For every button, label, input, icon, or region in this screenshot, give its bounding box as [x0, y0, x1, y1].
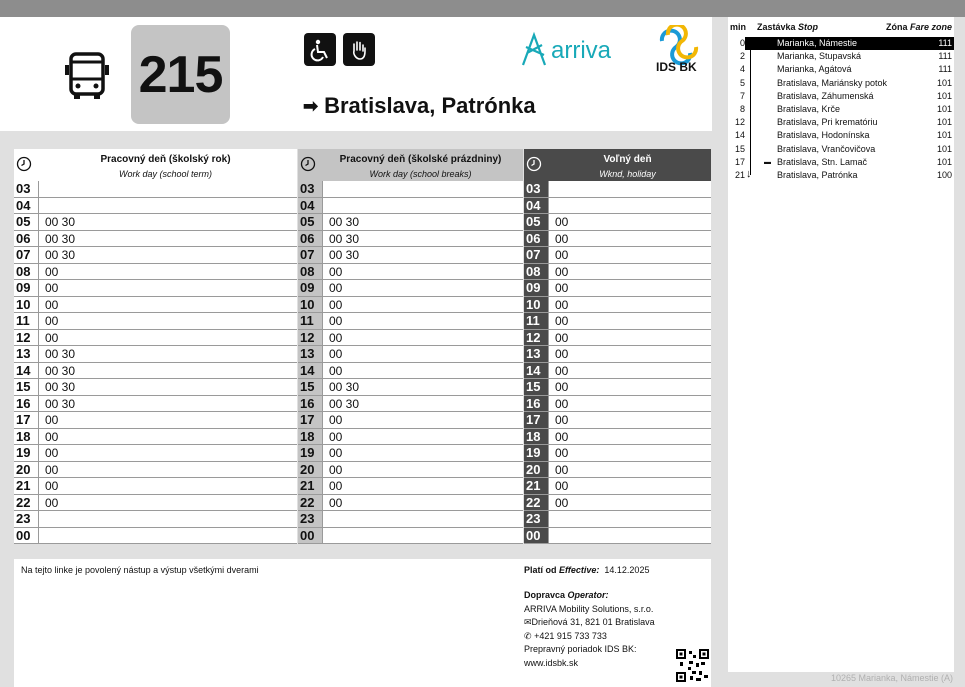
minutes-cell: 00 — [548, 214, 711, 230]
operator-address: Drieňová 31, 821 01 Bratislava — [531, 617, 655, 627]
column-title: Pracovný deň (školské prázdniny) — [339, 153, 502, 165]
bus-icon — [64, 51, 110, 101]
stop-row — [728, 169, 954, 182]
minutes-cell: 00 — [548, 429, 711, 445]
hour-cell: 14 — [298, 363, 322, 379]
minutes-cell: 00 — [38, 297, 297, 313]
valid-from — [524, 565, 649, 575]
stop-name: Marianka, Stupavská — [777, 51, 862, 62]
operator-phone: +421 915 733 733 — [534, 630, 607, 641]
minutes-cell — [548, 511, 711, 527]
hour-cell: 17 — [524, 412, 548, 428]
hour-cell: 11 — [524, 313, 548, 329]
table-row — [298, 280, 523, 297]
table-row — [298, 346, 523, 363]
arriva-logo — [520, 29, 645, 69]
ids-bk-logo-text: IDS BK — [656, 60, 697, 74]
minutes-cell: 00 30 — [38, 363, 297, 379]
hour-cell: 15 — [298, 379, 322, 395]
table-row — [14, 495, 297, 512]
table-row — [524, 346, 711, 363]
stop-row — [728, 156, 954, 169]
hour-cell: 13 — [298, 346, 322, 362]
table-row — [524, 511, 711, 528]
table-row — [524, 445, 711, 462]
hour-cell: 00 — [524, 528, 548, 544]
table-row — [14, 462, 297, 479]
minutes-cell — [38, 528, 297, 544]
minutes-cell: 00 — [548, 412, 711, 428]
hour-cell: 03 — [14, 181, 38, 197]
table-row — [524, 396, 711, 413]
timetable-column-1 — [14, 149, 297, 544]
stop-zone: 111 — [938, 51, 952, 62]
table-row — [524, 429, 711, 446]
hour-cell: 22 — [298, 495, 322, 511]
minutes-cell: 00 — [322, 313, 523, 329]
minutes-cell — [322, 511, 523, 527]
minutes-cell: 00 — [322, 429, 523, 445]
stop-minute: 8 — [739, 104, 745, 114]
stop-name: Bratislava, Mariánsky potok — [777, 77, 888, 88]
mail-icon: ✉ — [524, 617, 532, 627]
stop-minute: 7 — [739, 90, 745, 101]
stop-name: Bratislava, Patrónka — [777, 170, 858, 180]
table-row — [524, 181, 711, 198]
table-row — [298, 478, 523, 495]
hour-cell: 21 — [14, 478, 38, 494]
table-row — [298, 330, 523, 347]
table-row — [14, 231, 297, 248]
minutes-cell: 00 — [38, 429, 297, 445]
stop-zone: 101 — [936, 104, 952, 114]
hour-cell: 00 — [14, 528, 38, 544]
stop-minute: 17 — [734, 156, 745, 167]
valid-date: 14.12.2025 — [604, 565, 650, 575]
hour-cell: 19 — [14, 445, 38, 461]
stop-name: Bratislava, Záhumenská — [777, 90, 874, 101]
wheelchair-icon — [304, 33, 336, 66]
table-row — [524, 214, 711, 231]
table-row — [14, 363, 297, 380]
hour-cell: 05 — [14, 214, 38, 230]
operator-name: ARRIVA Mobility Solutions, s.r.o. — [524, 603, 654, 614]
minutes-cell — [38, 198, 297, 214]
minutes-cell: 00 — [548, 330, 711, 346]
minutes-cell: 00 30 — [38, 247, 297, 263]
table-row — [524, 495, 711, 512]
table-row — [298, 231, 523, 248]
table-row — [14, 280, 297, 297]
table-row — [14, 181, 297, 198]
minutes-cell: 00 — [548, 495, 711, 511]
stop-name: Bratislava, Krče — [777, 104, 841, 114]
hour-cell: 10 — [524, 297, 548, 313]
stop-row — [728, 90, 954, 103]
table-row — [524, 379, 711, 396]
minutes-cell: 00 — [322, 495, 523, 511]
hour-cell: 06 — [524, 231, 548, 247]
website-link[interactable]: www.idsbk.sk — [524, 657, 579, 668]
valid-label: Platí od — [524, 565, 557, 575]
hour-cell: 20 — [14, 462, 38, 478]
stop-zone: 101 — [936, 77, 952, 88]
hour-cell: 11 — [298, 313, 322, 329]
stop-row — [728, 63, 954, 76]
table-row — [524, 313, 711, 330]
table-row — [524, 462, 711, 479]
hour-cell: 21 — [298, 478, 322, 494]
table-row — [524, 264, 711, 281]
minutes-cell: 00 30 — [38, 379, 297, 395]
minutes-cell: 00 — [548, 379, 711, 395]
stop-minute: 0 — [728, 37, 745, 50]
footer — [14, 559, 711, 687]
minutes-cell: 00 — [548, 396, 711, 412]
hour-cell: 18 — [298, 429, 322, 445]
stop-minute: 2 — [739, 51, 745, 62]
stops-header-stop: Zastávka Stop — [757, 22, 819, 32]
minutes-cell: 00 — [548, 445, 711, 461]
minutes-cell: 00 30 — [322, 396, 523, 412]
arriva-logo-text: arriva — [551, 37, 612, 64]
hour-cell: 23 — [524, 511, 548, 527]
hour-cell: 00 — [298, 528, 322, 544]
stop-zone: 101 — [936, 90, 952, 101]
table-row — [14, 379, 297, 396]
minutes-cell: 00 — [322, 462, 523, 478]
table-row — [14, 214, 297, 231]
table-row — [298, 495, 523, 512]
minutes-cell: 00 30 — [322, 214, 523, 230]
hour-cell: 13 — [524, 346, 548, 362]
table-row — [524, 280, 711, 297]
minutes-cell: 00 30 — [322, 247, 523, 263]
hour-cell: 10 — [298, 297, 322, 313]
minutes-cell: 00 — [38, 495, 297, 511]
hour-cell: 05 — [524, 214, 548, 230]
minutes-cell: 00 — [322, 412, 523, 428]
table-row — [298, 247, 523, 264]
hour-cell: 23 — [298, 511, 322, 527]
table-row — [298, 214, 523, 231]
minutes-cell — [322, 198, 523, 214]
column-header — [14, 149, 297, 181]
minutes-cell: 00 — [548, 363, 711, 379]
table-row — [14, 528, 297, 545]
stop-row — [728, 129, 954, 142]
table-row — [14, 396, 297, 413]
table-row — [14, 198, 297, 215]
table-row — [298, 528, 523, 545]
table-row — [14, 429, 297, 446]
hour-cell: 08 — [298, 264, 322, 280]
hour-cell: 15 — [14, 379, 38, 395]
hour-cell: 19 — [298, 445, 322, 461]
table-row — [298, 313, 523, 330]
stop-zone: 111 — [938, 64, 952, 75]
hour-cell: 18 — [14, 429, 38, 445]
stop-minute: 14 — [734, 130, 745, 141]
route-end-arrow-icon: ↓ — [746, 168, 752, 180]
table-row — [298, 445, 523, 462]
stop-code-label: 10265 Marianka, Námestie (A) — [830, 673, 953, 683]
column-subtitle: Wknd, holiday — [599, 168, 656, 179]
table-row — [298, 198, 523, 215]
hour-cell: 22 — [524, 495, 548, 511]
stop-zone: 111 — [938, 38, 952, 48]
hour-cell: 15 — [524, 379, 548, 395]
hour-cell: 05 — [298, 214, 322, 230]
arrow-right-icon: ➡ — [303, 95, 319, 116]
minutes-cell — [38, 181, 297, 197]
minutes-cell: 00 — [38, 445, 297, 461]
table-row — [14, 346, 297, 363]
minutes-cell: 00 — [322, 363, 523, 379]
table-row — [14, 445, 297, 462]
minutes-cell: 00 — [548, 462, 711, 478]
top-bar — [0, 0, 965, 17]
minutes-cell: 00 30 — [38, 214, 297, 230]
hour-cell: 04 — [298, 198, 322, 214]
table-row — [298, 462, 523, 479]
table-row — [524, 330, 711, 347]
minutes-cell: 00 — [548, 247, 711, 263]
table-row — [14, 297, 297, 314]
hour-cell: 14 — [524, 363, 548, 379]
stop-minute: 5 — [739, 77, 745, 88]
hour-cell: 20 — [524, 462, 548, 478]
stop-zone: 101 — [936, 143, 952, 154]
minutes-cell: 00 — [548, 297, 711, 313]
stop-zone: 101 — [936, 130, 952, 141]
hour-cell: 18 — [524, 429, 548, 445]
table-row — [298, 363, 523, 380]
hour-cell: 16 — [298, 396, 322, 412]
stop-row — [728, 103, 954, 116]
stop-row — [728, 143, 954, 156]
hour-cell: 21 — [524, 478, 548, 494]
table-row — [14, 478, 297, 495]
stop-minute: 4 — [739, 64, 745, 75]
destination-name: Bratislava, Patrónka — [324, 93, 536, 118]
hour-cell: 09 — [298, 280, 322, 296]
stops-header-min: min — [730, 22, 747, 32]
hour-cell: 07 — [298, 247, 322, 263]
minutes-cell: 00 — [38, 412, 297, 428]
timetable-sheet — [0, 17, 712, 673]
stop-name: Marianka, Námestie — [777, 38, 858, 48]
minutes-cell: 00 — [548, 264, 711, 280]
minutes-cell: 00 — [38, 264, 297, 280]
valid-label-en: Effective: — [559, 565, 600, 575]
column-subtitle: Work day (school term) — [118, 168, 213, 179]
operator-label-en: Operator: — [567, 590, 609, 600]
stop-list — [728, 17, 954, 672]
stop-row — [728, 50, 954, 63]
hour-cell: 16 — [524, 396, 548, 412]
request-stop-hand-icon — [343, 33, 375, 66]
minutes-cell: 00 — [38, 478, 297, 494]
hour-cell: 19 — [524, 445, 548, 461]
table-row — [298, 264, 523, 281]
hour-cell: 06 — [14, 231, 38, 247]
stop-zone: 101 — [936, 156, 952, 167]
hour-cell: 07 — [14, 247, 38, 263]
hour-cell: 04 — [524, 198, 548, 214]
minutes-cell: 00 — [548, 313, 711, 329]
table-row — [14, 412, 297, 429]
boarding-note: Na tejto linke je povolený nástup a výstup všetkými dverami — [21, 565, 259, 575]
hour-cell: 13 — [14, 346, 38, 362]
minutes-cell: 00 — [38, 462, 297, 478]
hour-cell: 08 — [14, 264, 38, 280]
table-row — [298, 511, 523, 528]
clock-icon — [300, 156, 316, 172]
hour-cell: 17 — [298, 412, 322, 428]
stop-minute: 21 — [734, 170, 745, 180]
stop-row — [728, 116, 954, 129]
clock-icon — [526, 156, 542, 172]
hour-cell: 06 — [298, 231, 322, 247]
timetable-header — [0, 17, 712, 131]
column-header — [524, 149, 711, 181]
qr-code[interactable] — [676, 649, 709, 682]
minutes-cell: 00 30 — [38, 346, 297, 362]
column-title: Voľný deň — [603, 153, 652, 165]
minutes-cell — [548, 181, 711, 197]
hour-cell: 03 — [524, 181, 548, 197]
minutes-cell — [548, 198, 711, 214]
stop-name: Marianka, Agátová — [777, 64, 852, 75]
hour-cell: 11 — [14, 313, 38, 329]
table-row — [14, 511, 297, 528]
hour-cell: 08 — [524, 264, 548, 280]
table-row — [524, 198, 711, 215]
minutes-cell: 00 — [548, 478, 711, 494]
table-row — [14, 330, 297, 347]
stop-name: Bratislava, Pri krematóriu — [777, 117, 878, 128]
stop-row — [728, 77, 954, 90]
ids-bk-logo — [654, 25, 704, 75]
stops-header-zone: Zóna Fare zone — [885, 22, 952, 32]
minutes-cell: 00 30 — [322, 379, 523, 395]
hour-cell: 09 — [524, 280, 548, 296]
hour-cell: 04 — [14, 198, 38, 214]
minutes-cell: 00 — [322, 330, 523, 346]
minutes-cell: 00 — [548, 231, 711, 247]
minutes-cell: 00 — [38, 280, 297, 296]
line-number: 215 — [131, 25, 230, 124]
stop-zone: 101 — [936, 117, 952, 128]
table-row — [298, 297, 523, 314]
table-row — [524, 247, 711, 264]
table-row — [524, 528, 711, 545]
hour-cell: 09 — [14, 280, 38, 296]
column-title: Pracovný deň (školský rok) — [100, 153, 231, 165]
table-row — [298, 412, 523, 429]
stop-name: Bratislava, Vrančovičova — [777, 143, 876, 154]
table-row — [298, 396, 523, 413]
stop-minute: 15 — [734, 143, 745, 154]
minutes-cell: 00 — [322, 346, 523, 362]
minutes-cell — [38, 511, 297, 527]
table-row — [298, 181, 523, 198]
minutes-cell: 00 30 — [322, 231, 523, 247]
operator-info — [524, 589, 655, 670]
hour-cell: 20 — [298, 462, 322, 478]
minutes-cell: 00 — [322, 264, 523, 280]
table-row — [298, 429, 523, 446]
minutes-cell — [548, 528, 711, 544]
hour-cell: 17 — [14, 412, 38, 428]
hour-cell: 14 — [14, 363, 38, 379]
minutes-cell: 00 — [548, 346, 711, 362]
hour-cell: 23 — [14, 511, 38, 527]
phone-icon: ✆ — [524, 630, 532, 641]
stop-name: Bratislava, Hodonínska — [777, 130, 870, 141]
minutes-cell: 00 — [322, 445, 523, 461]
column-header — [298, 149, 523, 181]
minutes-cell: 00 30 — [38, 396, 297, 412]
column-subtitle: Work day (school breaks) — [369, 168, 472, 179]
hour-cell: 07 — [524, 247, 548, 263]
hour-cell: 22 — [14, 495, 38, 511]
table-row — [524, 412, 711, 429]
table-row — [524, 297, 711, 314]
operator-label: Dopravca — [524, 590, 566, 600]
clock-icon — [16, 156, 32, 172]
minutes-cell: 00 — [322, 478, 523, 494]
timetable-column-2 — [298, 149, 523, 544]
hour-cell: 03 — [298, 181, 322, 197]
hour-cell: 16 — [14, 396, 38, 412]
hour-cell: 12 — [298, 330, 322, 346]
table-row — [524, 231, 711, 248]
minutes-cell — [322, 528, 523, 544]
hour-cell: 12 — [14, 330, 38, 346]
table-row — [524, 363, 711, 380]
minutes-cell: 00 — [322, 280, 523, 296]
timetable-label: Prepravný poriadok IDS BK: — [524, 644, 637, 654]
minutes-cell: 00 — [548, 280, 711, 296]
destination — [303, 93, 536, 119]
timetable-column-3 — [524, 149, 711, 544]
table-row — [14, 313, 297, 330]
minutes-cell: 00 — [38, 313, 297, 329]
stop-zone: 100 — [936, 170, 952, 180]
table-row — [14, 247, 297, 264]
table-row — [298, 379, 523, 396]
stop-row — [728, 37, 954, 50]
stop-name: Bratislava, Stn. Lamač — [777, 156, 868, 167]
minutes-cell — [322, 181, 523, 197]
minutes-cell: 00 30 — [38, 231, 297, 247]
minutes-cell: 00 — [38, 330, 297, 346]
table-row — [14, 264, 297, 281]
hour-cell: 12 — [524, 330, 548, 346]
hour-cell: 10 — [14, 297, 38, 313]
stop-minute: 12 — [734, 117, 745, 128]
table-row — [524, 478, 711, 495]
train-icon: ▬ — [764, 158, 771, 166]
minutes-cell: 00 — [322, 297, 523, 313]
